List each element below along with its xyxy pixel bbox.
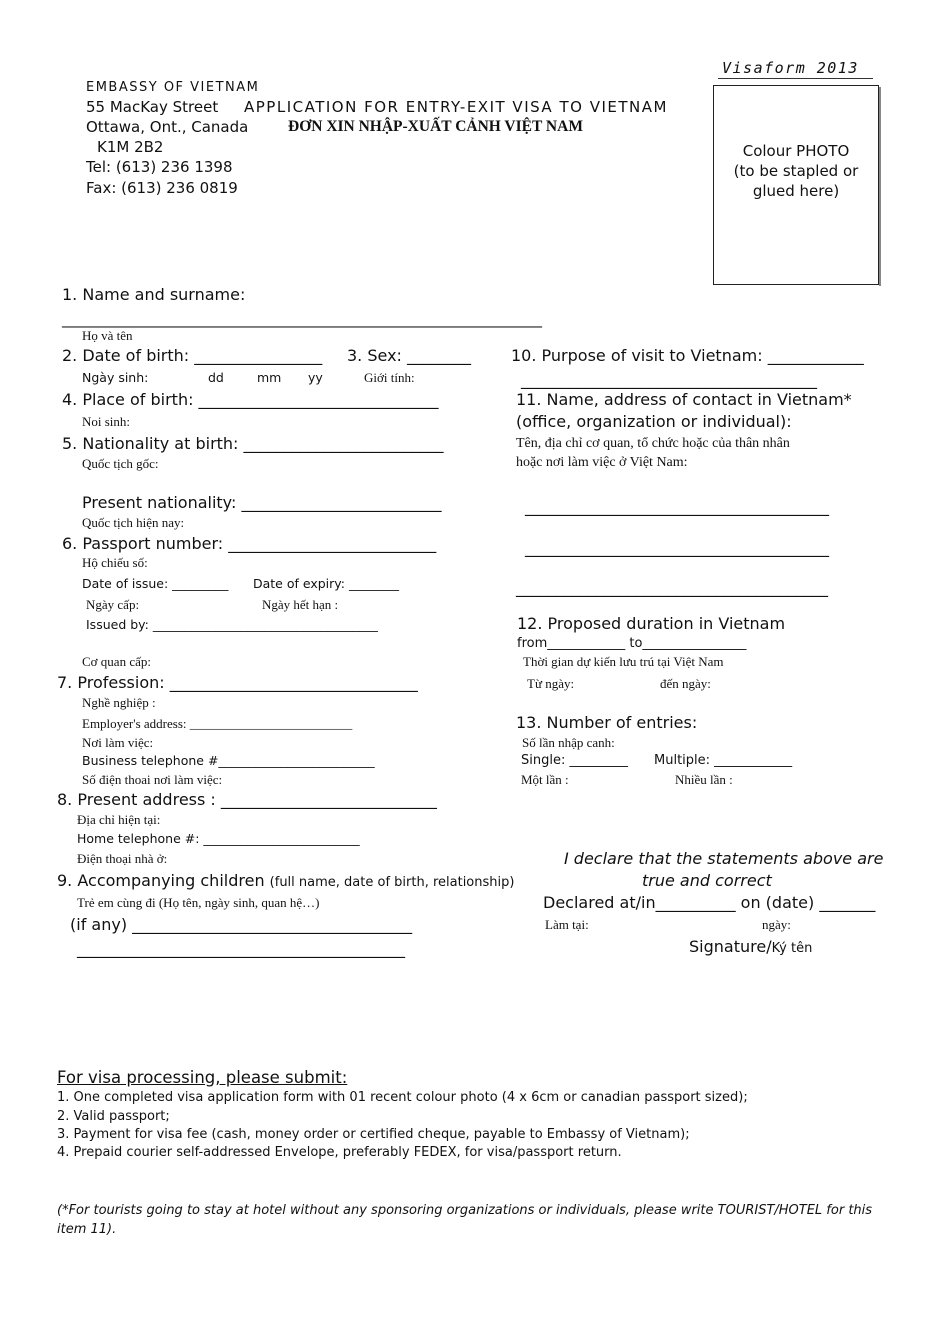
issued-by[interactable]: Issued by: ____________________________________ (86, 617, 378, 632)
q6-vi: Hộ chiếu số: (82, 555, 148, 570)
expiry-vi: Ngày hết hạn : (262, 597, 339, 612)
q4-vi: Noi sinh: (82, 414, 131, 429)
q4-label[interactable]: 4. Place of birth: ______________________________ (62, 390, 439, 409)
declaration-line-2: true and correct (642, 871, 772, 890)
q12-from-to[interactable]: from____________ to________________ (517, 636, 747, 651)
present-nationality[interactable]: Present nationality: _________________________ (82, 493, 442, 512)
q11-label: 11. Name, address of contact in Vietnam* (516, 390, 852, 409)
q3-vi: Giới tính: (364, 370, 415, 385)
q11-line-2[interactable]: ______________________________________ (525, 538, 829, 557)
entries-multiple[interactable]: Multiple: ____________ (654, 753, 793, 768)
footnote-line-2: item 11). (57, 1222, 117, 1237)
photo-line-2: (to be stapled or (733, 162, 859, 180)
q10-line[interactable]: _____________________________________ (521, 370, 817, 389)
q13-label: 13. Number of entries: (516, 713, 698, 732)
lam-tai: Làm tại: (545, 917, 589, 932)
q2-label[interactable]: 2. Date of birth: ________________ (62, 346, 323, 365)
title-vietnamese: ĐƠN XIN NHẬP-XUẤT CẢNH VIỆT NAM (288, 118, 583, 135)
business-telephone-vi: Số điện thoai nơi làm việc: (82, 772, 223, 787)
q7-label[interactable]: 7. Profession: _______________________________ (57, 673, 418, 692)
q3-label[interactable]: 3. Sex: ________ (347, 346, 472, 365)
q9-label (57, 871, 514, 891)
q13-vi: Số lần nhập canh: (522, 735, 615, 750)
embassy-name: EMBASSY OF VIETNAM (86, 80, 260, 95)
issue-vi: Ngày cấp: (86, 597, 140, 612)
date-of-issue[interactable]: Date of issue: _________ (82, 576, 229, 591)
q12-label: 12. Proposed duration in Vietnam (517, 614, 786, 633)
q9-line-2[interactable]: _________________________________________ (77, 939, 405, 958)
present-nationality-vi: Quốc tịch hiện nay: (82, 515, 185, 530)
q1-field[interactable]: ________________________________________________________________ (62, 310, 542, 328)
q11-line-3[interactable]: _______________________________________ (516, 578, 828, 597)
q7-vi: Nghề nghiệp : (82, 695, 156, 710)
home-telephone[interactable]: Home telephone #: _________________________ (77, 831, 360, 846)
q12-tu-ngay: Từ ngày: (527, 676, 575, 691)
q1-vi: Họ và tên (82, 328, 133, 343)
q11-vi-1: Tên, địa chỉ cơ quan, tổ chức hoặc của thân nhân (516, 436, 790, 451)
home-telephone-vi: Điện thoại nhà ở: (77, 851, 168, 866)
q11-vi-2: hoặc nơi làm việc ở Việt Nam: (516, 455, 688, 470)
q12-vi: Thời gian dự kiến lưu trú tại Việt Nam (523, 654, 724, 669)
dob-mm: mm (257, 370, 282, 385)
q9-vi: Trẻ em cùng đi (Họ tên, ngày sinh, quan hệ…) (77, 895, 320, 910)
employer-vi: Nơi làm việc: (82, 735, 154, 750)
q11-sub: (office, organization or individual): (516, 412, 792, 431)
signature-label: Signature/ (689, 937, 772, 956)
ngay: ngày: (762, 917, 791, 932)
q1-label: 1. Name and surname: (62, 285, 246, 304)
embassy-city: Ottawa, Ont., Canada (86, 118, 249, 136)
photo-line-3: glued here) (752, 182, 840, 200)
issued-by-vi: Cơ quan cấp: (82, 654, 151, 669)
q5-label[interactable]: 5. Nationality at birth: _________________________ (62, 434, 444, 453)
business-telephone[interactable]: Business telephone #_________________________ (82, 753, 375, 768)
footnote-line-1: (*For tourists going to stay at hotel without any sponsoring organizations or individuals, please write TOURIST/HOTEL for this (57, 1203, 873, 1218)
photo-box-shadow (879, 87, 881, 286)
embassy-fax: Fax: (613) 236 0819 (86, 179, 238, 197)
date-of-expiry[interactable]: Date of expiry: ________ (253, 576, 399, 591)
entries-nhieu-lan: Nhiều lần : (675, 772, 733, 787)
title-english: APPLICATION FOR ENTRY-EXIT VISA TO VIETNAM (244, 98, 668, 116)
form-code-underline (718, 78, 873, 79)
q8-label[interactable]: 8. Present address : ___________________________ (57, 790, 437, 809)
entries-mot-lan: Một lần : (521, 772, 569, 787)
declaration-line-1: I declare that the statements above are (564, 849, 884, 868)
q12-den-ngay: đến ngày: (660, 676, 711, 691)
q5-vi: Quốc tịch gốc: (82, 456, 159, 471)
embassy-street: 55 MacKay Street (86, 98, 219, 116)
q6-label[interactable]: 6. Passport number: __________________________ (62, 534, 437, 553)
processing-heading: For visa processing, please submit: (57, 1068, 348, 1087)
photo-line-1: Colour PHOTO (742, 142, 850, 160)
processing-item-4: 4. Prepaid courier self-addressed Envelope, preferably FEDEX, for visa/passport return. (57, 1145, 622, 1160)
q11-line-1[interactable]: ______________________________________ (525, 497, 829, 516)
employer-address[interactable]: Employer's address: _________________________ (82, 716, 353, 731)
processing-item-2: 2. Valid passport; (57, 1109, 170, 1124)
q2-vi: Ngày sinh: (82, 370, 149, 385)
declared-at[interactable]: Declared at/in__________ on (date) _______ (543, 893, 876, 912)
q9-paren: (full name, date of birth, relationship) (269, 875, 515, 890)
q9-label-text: 9. Accompanying children (57, 871, 265, 890)
form-code: Visaform 2013 (722, 59, 859, 77)
processing-item-1: 1. One completed visa application form with 01 recent colour photo (4 x 6cm or canadian passport sized); (57, 1090, 748, 1105)
q9-if-any[interactable]: (if any) ___________________________________ (70, 915, 413, 934)
q8-vi: Địa chỉ hiện tại: (77, 812, 161, 827)
photo-instructions (713, 141, 879, 201)
dob-dd: dd (208, 370, 224, 385)
entries-single[interactable]: Single: _________ (521, 753, 628, 768)
embassy-tel: Tel: (613) 236 1398 (86, 158, 233, 176)
processing-item-3: 3. Payment for visa fee (cash, money order or certified cheque, payable to Embassy of Vietnam); (57, 1127, 690, 1142)
q10-label[interactable]: 10. Purpose of visit to Vietnam: ____________ (511, 346, 864, 365)
dob-yy: yy (308, 370, 323, 385)
embassy-postal: K1M 2B2 (97, 138, 164, 156)
signature[interactable] (689, 937, 812, 957)
ky-ten: Ký tên (771, 941, 813, 956)
